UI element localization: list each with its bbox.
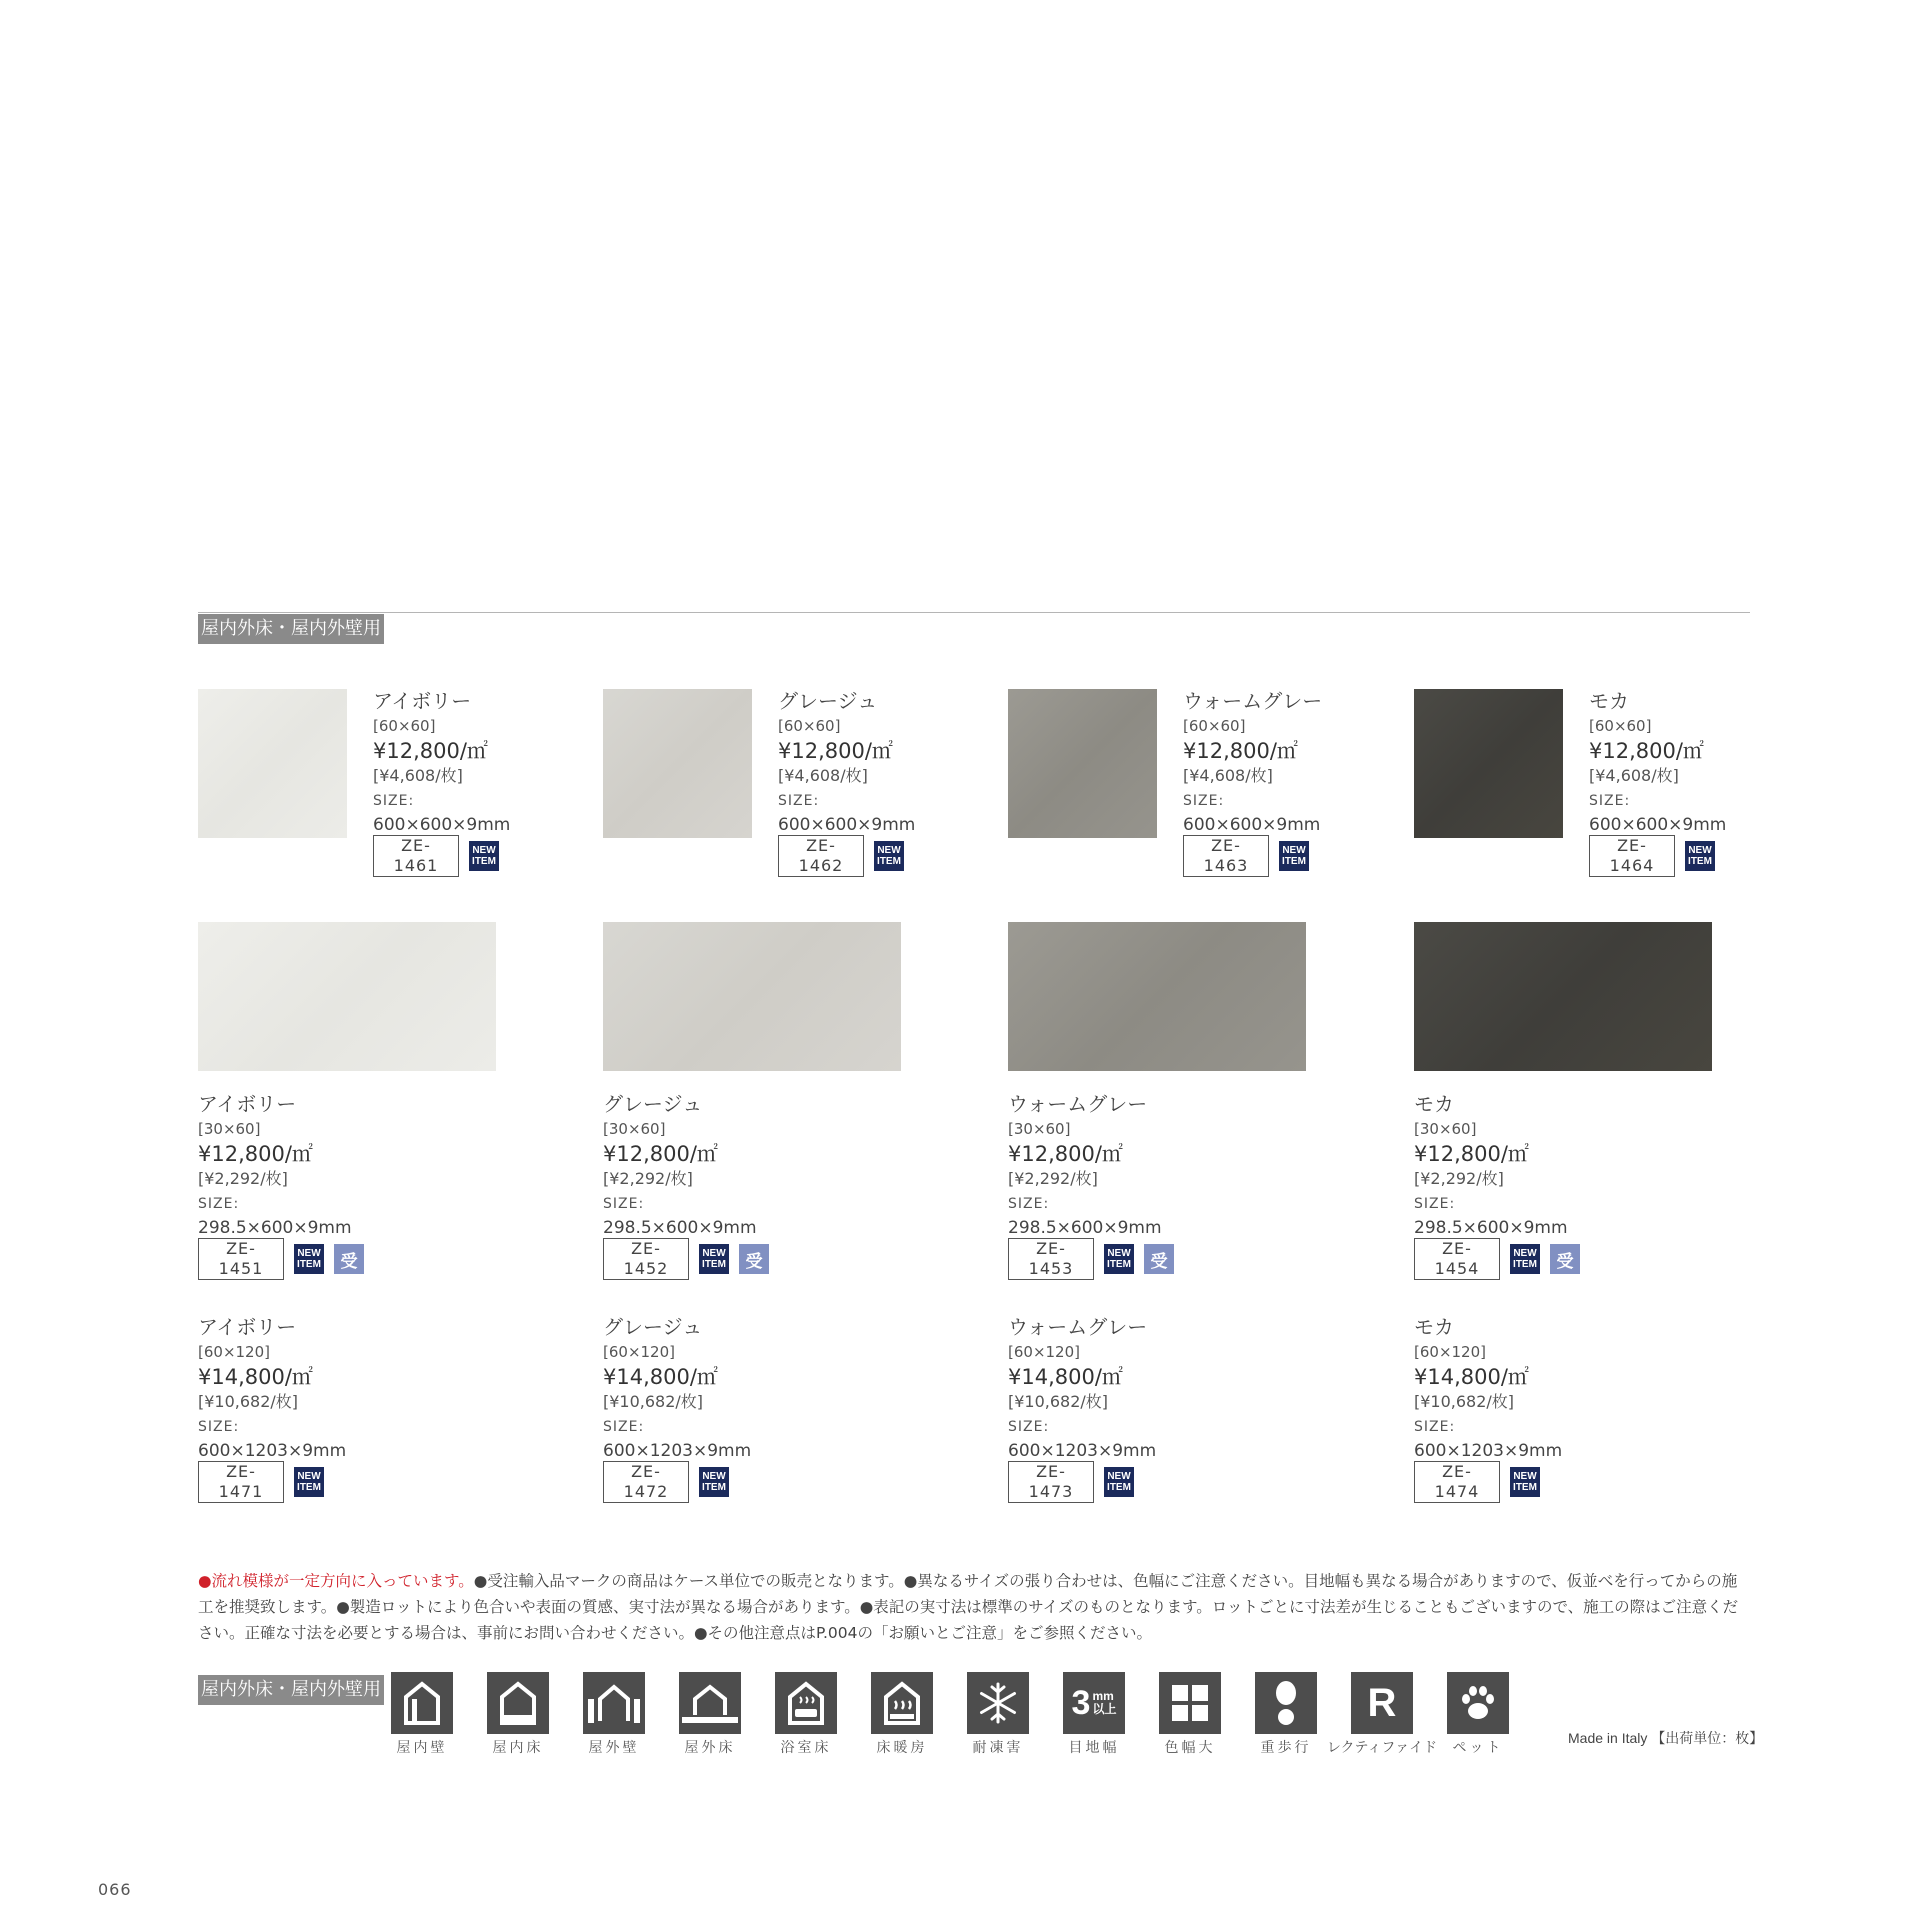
price-per-piece: [¥10,682/枚] — [1414, 1392, 1515, 1411]
price-per-piece: [¥2,292/枚] — [198, 1169, 288, 1188]
made-in-note: Made in Italy 【出荷単位：枚】 — [1568, 1730, 1764, 1746]
product-info-ze1454 — [1414, 1091, 1714, 1278]
size-label: SIZE: — [1589, 793, 1631, 809]
icon-label: 屋外床 — [684, 1740, 736, 1756]
size-label: SIZE: — [1008, 1196, 1050, 1212]
icon-label: レクティファイド — [1326, 1740, 1438, 1756]
product-code[interactable]: ZE-1461 — [373, 835, 459, 877]
product-info-ze1453 — [1008, 1091, 1308, 1278]
swatch-mocha-30x60[interactable] — [1414, 922, 1712, 1071]
product-name: モカ — [1414, 1092, 1454, 1116]
size-value: 600×600×9mm — [778, 815, 916, 835]
outdoor-floor-icon — [679, 1672, 741, 1734]
icon-label: 色幅大 — [1164, 1740, 1216, 1756]
product-info-ze1473 — [1008, 1314, 1308, 1501]
icon-label: 屋内床 — [492, 1740, 544, 1756]
product-price: ¥12,800/㎡ — [1414, 1142, 1529, 1166]
product-dimension: [60×60] — [1183, 717, 1246, 735]
size-label: SIZE: — [603, 1419, 645, 1435]
icon-label: 重歩行 — [1260, 1740, 1312, 1756]
swatch-warm-gray-30x60[interactable] — [1008, 922, 1306, 1071]
order-import-badge: 受 — [739, 1244, 769, 1274]
notes-paragraph — [198, 1568, 1752, 1646]
icon-label: 浴室床 — [780, 1740, 832, 1756]
product-info-ze1463 — [1183, 688, 1483, 875]
product-price: ¥14,800/㎡ — [603, 1365, 718, 1389]
size-label: SIZE: — [603, 1196, 645, 1212]
product-dimension: [60×120] — [603, 1343, 675, 1361]
new-item-badge: NEW ITEM — [699, 1244, 729, 1274]
size-label: SIZE: — [1008, 1419, 1050, 1435]
product-price: ¥12,800/㎡ — [778, 739, 893, 763]
heavy-walking-icon — [1255, 1672, 1317, 1734]
swatch-ivory-30x60[interactable] — [198, 922, 496, 1071]
size-value: 298.5×600×9mm — [198, 1218, 352, 1238]
new-item-badge: NEW ITEM — [469, 841, 499, 871]
product-info-ze1471 — [198, 1314, 498, 1501]
badge-row — [1414, 1462, 1714, 1501]
new-item-badge: NEW ITEM — [1510, 1467, 1540, 1497]
swatch-greige-30x60[interactable] — [603, 922, 901, 1071]
size-value: 600×600×9mm — [373, 815, 511, 835]
icon-label: 目地幅 — [1068, 1740, 1120, 1756]
size-value: 298.5×600×9mm — [1414, 1218, 1568, 1238]
product-name: アイボリー — [198, 1315, 297, 1339]
product-dimension: [60×120] — [1008, 1343, 1080, 1361]
badge-row — [1008, 1462, 1308, 1501]
floor-heating-icon — [871, 1672, 933, 1734]
usage-label: 屋内外床・屋内外壁用 — [198, 1675, 384, 1705]
outdoor-wall-icon — [583, 1672, 645, 1734]
size-value: 600×1203×9mm — [1414, 1441, 1563, 1461]
order-import-badge: 受 — [334, 1244, 364, 1274]
size-value: 298.5×600×9mm — [1008, 1218, 1162, 1238]
product-price: ¥14,800/㎡ — [1008, 1365, 1123, 1389]
price-per-piece: [¥10,682/枚] — [198, 1392, 299, 1411]
bath-floor-icon — [775, 1672, 837, 1734]
new-item-badge: NEW ITEM — [1685, 841, 1715, 871]
price-per-piece: [¥4,608/枚] — [778, 766, 868, 785]
new-item-badge: NEW ITEM — [1104, 1467, 1134, 1497]
product-dimension: [30×60] — [1414, 1120, 1477, 1138]
size-label: SIZE: — [778, 793, 820, 809]
size-label: SIZE: — [1414, 1419, 1456, 1435]
new-item-badge: NEW ITEM — [874, 841, 904, 871]
product-info-ze1472 — [603, 1314, 903, 1501]
badge-row — [198, 1462, 498, 1501]
product-dimension: [60×60] — [1589, 717, 1652, 735]
product-code[interactable]: ZE-1452 — [603, 1238, 689, 1280]
order-import-badge: 受 — [1144, 1244, 1174, 1274]
product-name: グレージュ — [778, 689, 878, 713]
price-per-piece: [¥4,608/枚] — [1589, 766, 1679, 785]
color-variation-icon — [1159, 1672, 1221, 1734]
product-info-ze1452 — [603, 1091, 903, 1278]
product-price: ¥12,800/㎡ — [1008, 1142, 1123, 1166]
product-name: アイボリー — [373, 689, 472, 713]
size-value: 600×1203×9mm — [603, 1441, 752, 1461]
product-dimension: [30×60] — [1008, 1120, 1071, 1138]
size-label: SIZE: — [1414, 1196, 1456, 1212]
badge-row — [1589, 836, 1889, 875]
new-item-badge: NEW ITEM — [1279, 841, 1309, 871]
page-number: 066 — [98, 1880, 132, 1899]
size-value: 600×600×9mm — [1589, 815, 1727, 835]
frost-resistant-icon — [967, 1672, 1029, 1734]
section-label: 屋内外床・屋内外壁用 — [198, 614, 384, 644]
product-info-ze1461 — [373, 688, 673, 875]
product-code[interactable]: ZE-1463 — [1183, 835, 1269, 877]
product-code[interactable]: ZE-1453 — [1008, 1238, 1094, 1280]
badge-row — [198, 1239, 498, 1278]
product-info-ze1451 — [198, 1091, 498, 1278]
product-price: ¥12,800/㎡ — [198, 1142, 313, 1166]
product-code[interactable]: ZE-1472 — [603, 1461, 689, 1503]
badge-row — [1183, 836, 1483, 875]
icon-label: 耐凍害 — [972, 1740, 1024, 1756]
product-name: グレージュ — [603, 1315, 703, 1339]
icon-label: 屋内壁 — [396, 1740, 448, 1756]
price-per-piece: [¥2,292/枚] — [1008, 1169, 1098, 1188]
price-per-piece: [¥10,682/枚] — [603, 1392, 704, 1411]
joint-width-icon: 3 mm 以上 — [1063, 1672, 1125, 1734]
size-value: 298.5×600×9mm — [603, 1218, 757, 1238]
size-value: 600×1203×9mm — [198, 1441, 347, 1461]
size-label: SIZE: — [198, 1419, 240, 1435]
badge-row — [778, 836, 1078, 875]
size-value: 600×600×9mm — [1183, 815, 1321, 835]
product-dimension: [30×60] — [198, 1120, 261, 1138]
product-name: モカ — [1414, 1315, 1454, 1339]
new-item-badge: NEW ITEM — [1510, 1244, 1540, 1274]
product-code[interactable]: ZE-1451 — [198, 1238, 284, 1280]
price-per-piece: [¥10,682/枚] — [1008, 1392, 1109, 1411]
new-item-badge: NEW ITEM — [294, 1467, 324, 1497]
product-code[interactable]: ZE-1464 — [1589, 835, 1675, 877]
swatch-ivory-60x60[interactable] — [198, 689, 347, 838]
pet-icon — [1447, 1672, 1509, 1734]
rectified-icon: R — [1351, 1672, 1413, 1734]
icon-label: ペット — [1452, 1740, 1504, 1756]
product-name: アイボリー — [198, 1092, 297, 1116]
product-name: モカ — [1589, 689, 1629, 713]
product-price: ¥14,800/㎡ — [198, 1365, 313, 1389]
new-item-badge: NEW ITEM — [294, 1244, 324, 1274]
new-item-badge: NEW ITEM — [1104, 1244, 1134, 1274]
product-price: ¥12,800/㎡ — [603, 1142, 718, 1166]
product-name: ウォームグレー — [1183, 689, 1323, 713]
notes-body: ●受注輸入品マークの商品はケース単位での販売となります。●異なるサイズの張り合わせは、色幅にご注意ください。目地幅も異なる場合がありますので、仮並べを行ってからの施工を推奨致します。●製造ロットにより色合いや表面の質感、実寸法が異なる場合があります。●表記の実寸法は標準のサイズのものとなります。ロットごとに寸法差が生じることもございますので、施工の際はご注意ください。正確な寸法を必要とする場合は、事前にお問い合わせください。●その他注意点はP.004の「お願いとご注意」をご参照ください。 — [198, 1572, 1739, 1642]
product-price: ¥14,800/㎡ — [1414, 1365, 1529, 1389]
size-label: SIZE: — [198, 1196, 240, 1212]
product-code[interactable]: ZE-1474 — [1414, 1461, 1500, 1503]
icon-label: 床暖房 — [876, 1740, 928, 1756]
product-dimension: [60×60] — [778, 717, 841, 735]
size-label: SIZE: — [1183, 793, 1225, 809]
product-code[interactable]: ZE-1454 — [1414, 1238, 1500, 1280]
product-price: ¥12,800/㎡ — [373, 739, 488, 763]
order-import-badge: 受 — [1550, 1244, 1580, 1274]
product-dimension: [60×60] — [373, 717, 436, 735]
product-code[interactable]: ZE-1473 — [1008, 1461, 1094, 1503]
price-per-piece: [¥2,292/枚] — [1414, 1169, 1504, 1188]
price-per-piece: [¥4,608/枚] — [373, 766, 463, 785]
product-info-ze1464 — [1589, 688, 1889, 875]
new-item-badge: NEW ITEM — [699, 1467, 729, 1497]
notes-warning: ●流れ模様が一定方向に入っています。 — [198, 1572, 474, 1590]
icon-label: 屋外壁 — [588, 1740, 640, 1756]
price-per-piece: [¥4,608/枚] — [1183, 766, 1273, 785]
badge-row — [603, 1239, 903, 1278]
product-name: ウォームグレー — [1008, 1315, 1148, 1339]
product-info-ze1462 — [778, 688, 1078, 875]
section-divider — [198, 612, 1750, 613]
badge-row — [1008, 1239, 1308, 1278]
product-price: ¥12,800/㎡ — [1183, 739, 1298, 763]
product-code[interactable]: ZE-1462 — [778, 835, 864, 877]
badge-row — [603, 1462, 903, 1501]
badge-row — [373, 836, 673, 875]
size-label: SIZE: — [373, 793, 415, 809]
product-name: ウォームグレー — [1008, 1092, 1148, 1116]
product-code[interactable]: ZE-1471 — [198, 1461, 284, 1503]
product-name: グレージュ — [603, 1092, 703, 1116]
indoor-floor-icon — [487, 1672, 549, 1734]
indoor-wall-icon — [391, 1672, 453, 1734]
product-dimension: [60×120] — [198, 1343, 270, 1361]
product-dimension: [30×60] — [603, 1120, 666, 1138]
product-dimension: [60×120] — [1414, 1343, 1486, 1361]
product-price: ¥12,800/㎡ — [1589, 739, 1704, 763]
badge-row — [1414, 1239, 1714, 1278]
price-per-piece: [¥2,292/枚] — [603, 1169, 693, 1188]
size-value: 600×1203×9mm — [1008, 1441, 1157, 1461]
product-info-ze1474 — [1414, 1314, 1714, 1501]
